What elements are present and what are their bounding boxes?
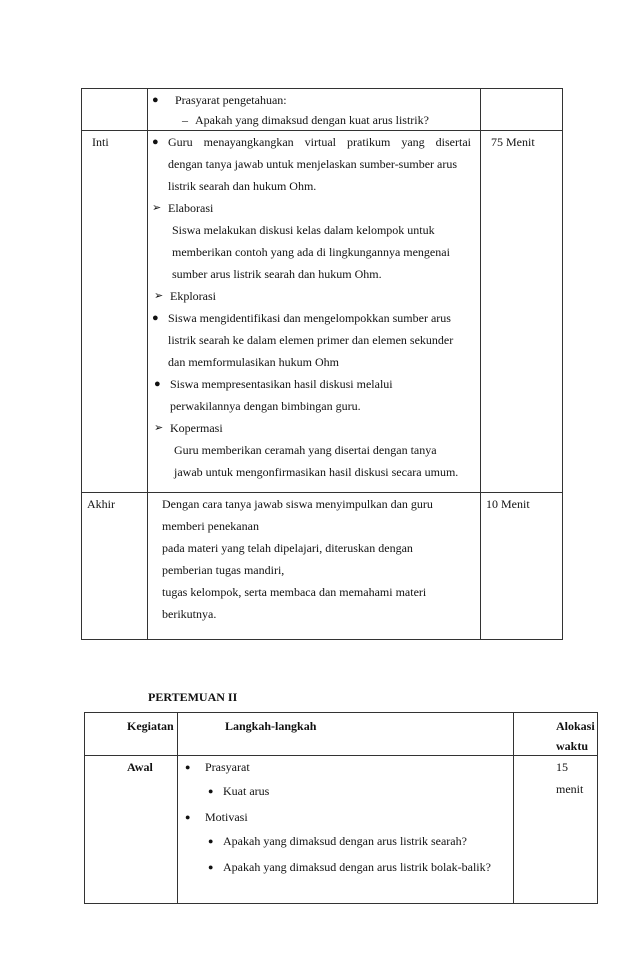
text-line: memberikan contoh yang ada di lingkungannya mengenai	[172, 245, 450, 259]
time-allocation: 15	[556, 760, 568, 774]
text-line: listrik searah ke dalam elemen primer dan elemen sekunder	[168, 333, 454, 347]
table-cell	[481, 493, 563, 640]
list-item: Prasyarat	[205, 760, 250, 774]
table-cell	[148, 89, 481, 131]
text-line: sumber arus listrik searah dan hukum Ohm.	[172, 267, 382, 281]
text-line: listrik searah dan hukum Ohm.	[168, 179, 317, 193]
text-line: pada materi yang telah dipelajari, diteruskan dengan	[162, 541, 413, 555]
bullet-icon: ●	[185, 812, 191, 822]
text-line: berikutnya.	[162, 607, 217, 621]
arrow-bullet-icon: ➢	[154, 290, 164, 302]
table-header-row	[85, 713, 598, 756]
text-line: Siswa mengidentifikasi dan mengelompokkan sumber arus	[168, 311, 451, 325]
arrow-bullet-icon: ➢	[152, 202, 162, 214]
table-cell	[481, 89, 563, 131]
text-line: Guru menayangkangkan virtual pratikum yang disertai	[168, 135, 471, 149]
lesson-table-1	[81, 88, 563, 640]
table-cell	[85, 756, 178, 904]
column-header: Alokasi	[556, 719, 595, 733]
table-row	[82, 493, 563, 640]
table-cell	[178, 756, 514, 904]
list-item: Kuat arus	[223, 784, 270, 798]
list-item: Apakah yang dimaksud dengan arus listrik bolak-balik?	[223, 860, 491, 874]
column-header: Kegiatan	[127, 719, 174, 733]
time-allocation: menit	[556, 782, 584, 796]
bullet-icon: ●	[208, 862, 214, 872]
bullet-icon: ●	[185, 762, 191, 772]
dash-text: Apakah yang dimaksud dengan kuat arus listrik?	[195, 113, 429, 127]
table-row	[85, 756, 598, 904]
text-line: dan memformulasikan hukum Ohm	[168, 355, 339, 369]
table-cell	[148, 131, 481, 493]
section-heading: PERTEMUAN II	[148, 690, 238, 704]
table-cell	[82, 131, 148, 493]
dash-icon: –	[182, 113, 188, 127]
row-label: Akhir	[87, 497, 115, 511]
text-line: tugas kelompok, serta membaca dan memahami materi	[162, 585, 427, 599]
table-row	[82, 89, 563, 131]
row-label: Awal	[127, 760, 153, 774]
bullet-text: Prasyarat pengetahuan:	[175, 93, 287, 107]
text-line: Kopermasi	[170, 421, 223, 435]
text-line: Siswa mempresentasikan hasil diskusi melalui	[170, 377, 393, 391]
column-header: waktu	[556, 739, 589, 753]
text-line: dengan tanya jawab untuk menjelaskan sumber-sumber arus	[168, 157, 458, 171]
text-line: Elaborasi	[168, 201, 214, 215]
header-cell	[514, 713, 598, 756]
bullet-icon: ●	[208, 786, 214, 796]
text-line: Guru memberikan ceramah yang disertai dengan tanya	[174, 443, 437, 457]
bullet-icon: ●	[152, 312, 159, 324]
text-line: Dengan cara tanya jawab siswa menyimpulkan dan guru	[162, 497, 433, 511]
list-item: Apakah yang dimaksud dengan arus listrik searah?	[223, 834, 467, 848]
row-label: Inti	[92, 135, 109, 149]
time-allocation: 10 Menit	[486, 497, 530, 511]
list-item: Motivasi	[205, 810, 248, 824]
table-cell	[514, 756, 598, 904]
header-cell	[85, 713, 178, 756]
header-cell	[178, 713, 514, 756]
text-line: perwakilannya dengan bimbingan guru.	[170, 399, 361, 413]
text-line: jawab untuk mengonfirmasikan hasil diskusi secara umum.	[174, 465, 459, 479]
table-cell	[481, 131, 563, 493]
table-cell	[82, 89, 148, 131]
text-line: pemberian tugas mandiri,	[162, 563, 285, 577]
table-cell	[148, 493, 481, 640]
lesson-table-2	[84, 712, 598, 904]
bullet-icon: ●	[208, 836, 214, 846]
bullet-icon: ●	[152, 136, 159, 148]
text-line: Ekplorasi	[170, 289, 216, 303]
table-row	[82, 131, 563, 493]
arrow-bullet-icon: ➢	[154, 422, 164, 434]
table-cell	[82, 493, 148, 640]
bullet-icon: ●	[152, 94, 159, 106]
bullet-icon: ●	[154, 378, 161, 390]
text-line: memberi penekanan	[162, 519, 259, 533]
time-allocation: 75 Menit	[491, 135, 535, 149]
text-line: Siswa melakukan diskusi kelas dalam kelompok untuk	[172, 223, 435, 237]
column-header: Langkah-langkah	[225, 719, 317, 733]
